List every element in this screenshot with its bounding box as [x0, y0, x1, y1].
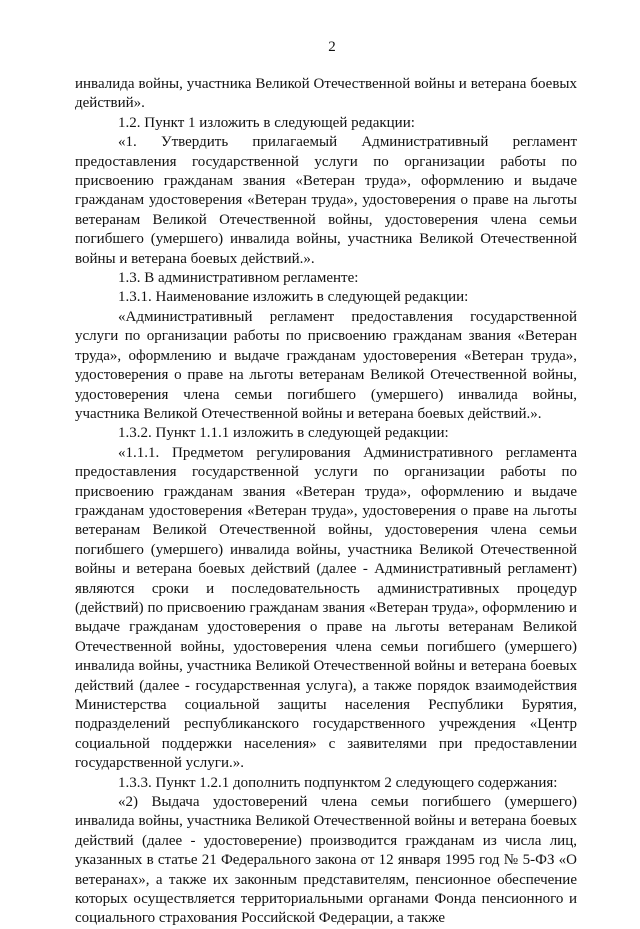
paragraph-item-1-3-1-text: «Административный регламент предоставления государственной услуги по организации работы по присвоению гражданам звания «Ветеран труда», оформлению и выдаче гражданам удостоверения «Ветеран труда», удостоверения о праве на льготы ветеранам Великой Отечественной войны, удостоверения члена семьи погибшего (умершего) инвалида войны, участника Великой Отечественной войны и ветерана боевых действий.».	[75, 308, 577, 422]
paragraph-item-1-2-text: «1. Утвердить прилагаемый Административный регламент предоставления государственной услуги по организации работы по присвоению гражданам звания «Ветеран труда», оформлению и выдаче гражданам удостоверения «Ветеран труда», удостоверения о праве на льготы ветеранам Великой Отечественной войны, удостоверения члена семьи погибшего (умершего) инвалида войны, участника Великой Отечественной войны и ветерана боевых действий.».	[75, 134, 577, 267]
paragraph-item-1-3-2-text: «1.1.1. Предметом регулирования Административного регламента предоставления государственной услуги по организации работы по присвоению гражданам звания «Ветеран труда», оформлению и выдаче гражданам удостоверения «Ветеран труда», удостоверения о праве на льготы ветеранам Великой Отечественной войны, удостоверения члена семьи погибшего (умершего) инвалида войны, участника Великой Отечественной войны и ветерана боевых действий (далее - Административный регламент) являются сроки и последовательность административных процедур (действий) по присвоению гражданам звания «Ветеран труда», оформлению и выдаче гражданам удостоверения о праве на льготы ветеранам Великой Отечественной войны, удостоверения члена семьи погибшего (умершего) инвалида войны, участника Великой Отечественной войны и ветерана боевых действий (далее - государственная услуга), а также порядок взаимодействия Министерства социальной защиты населения Республики Бурятия, подразделений республиканского государственного учреждения «Центр социальной поддержки населения» с заявителями при предоставлении государственной услуги.».	[75, 444, 577, 772]
paragraph-continuation: инвалида войны, участника Великой Отечественной войны и ветерана боевых действий».	[75, 76, 577, 112]
paragraph-item-1-3-3: 1.3.3. Пункт 1.2.1 дополнить подпунктом 2 следующего содержания:	[118, 774, 558, 791]
paragraph-item-1-3: 1.3. В административном регламенте:	[118, 270, 359, 287]
document-page	[75, 38, 577, 929]
paragraph-item-1-3-1: 1.3.1. Наименование изложить в следующей редакции:	[118, 289, 469, 306]
paragraph-item-1-3-2: 1.3.2. Пункт 1.1.1 изложить в следующей редакции:	[118, 425, 449, 442]
paragraph-item-1-2: 1.2. Пункт 1 изложить в следующей редакции:	[118, 114, 415, 131]
page-number: 2	[328, 39, 336, 55]
paragraph-item-1-3-3-text: «2) Выдача удостоверений члена семьи погибшего (умершего) инвалида войны, участника Великой Отечественной войны и ветерана боевых действий (далее - удостоверение) производится гражданам из числа лиц, указанных в статье 21 Федерального закона от 12 января 1995 год № 5-ФЗ «О ветеранах», а также их законным представителям, пенсионное обеспечение которых осуществляется территориальными органами Фонда пенсионного и социального страхования Российской Федерации, а также	[75, 794, 577, 927]
